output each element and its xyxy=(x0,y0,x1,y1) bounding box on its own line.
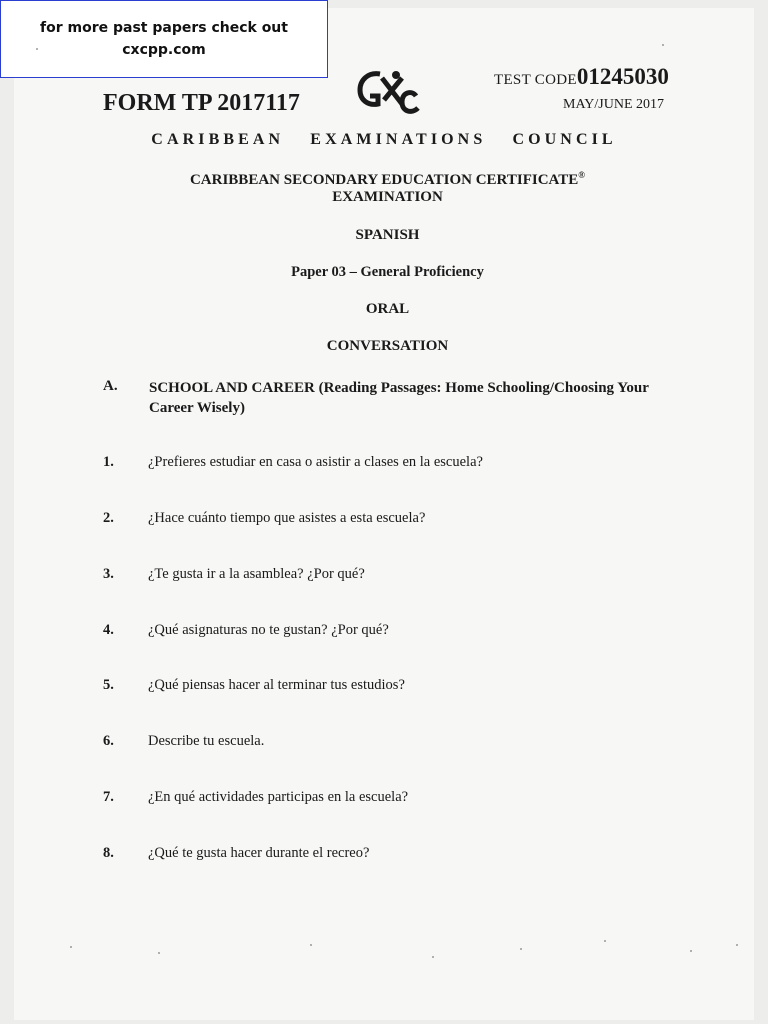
exam-session: MAY/JUNE 2017 xyxy=(563,97,664,112)
cxc-logo-icon xyxy=(356,66,420,116)
test-code-label: TEST CODE xyxy=(494,72,577,88)
banner-link[interactable]: cxcpp.com xyxy=(122,42,206,58)
question-number: 3. xyxy=(103,566,114,582)
question-number: 6. xyxy=(103,733,114,749)
question-text: ¿Prefieres estudiar en casa o asistir a clases en la escuela? xyxy=(148,454,483,470)
test-code-number: 01245030 xyxy=(576,64,669,89)
paper-title: Paper 03 – General Proficiency xyxy=(291,264,484,280)
subject-title: SPANISH xyxy=(355,227,420,243)
question-number: 1. xyxy=(103,454,114,470)
test-code xyxy=(494,64,669,90)
section-title: SCHOOL AND CAREER (Reading Passages: Home Schooling/Choosing Your Career Wisely) xyxy=(149,380,649,416)
past-papers-banner[interactable] xyxy=(0,0,328,78)
part-title: CONVERSATION xyxy=(326,338,449,354)
council-name: CARIBBEAN EXAMINATIONS COUNCIL xyxy=(151,131,617,148)
question-text: ¿Te gusta ir a la asamblea? ¿Por qué? xyxy=(148,566,365,582)
question-text: ¿Qué piensas hacer al terminar tus estudios? xyxy=(148,677,405,693)
question-number: 2. xyxy=(103,510,114,526)
certificate-title xyxy=(0,170,768,189)
component-title: ORAL xyxy=(365,301,410,317)
certificate-title-line1: CARIBBEAN SECONDARY EDUCATION CERTIFICATE xyxy=(189,172,579,188)
registered-mark: ® xyxy=(578,170,586,180)
banner-text: for more past papers check out xyxy=(40,20,288,36)
question-number: 5. xyxy=(103,677,114,693)
question-number: 8. xyxy=(103,845,114,861)
question-number: 4. xyxy=(103,622,114,638)
question-text: ¿Hace cuánto tiempo que asistes a esta escuela? xyxy=(148,510,426,526)
question-text: Describe tu escuela. xyxy=(148,733,265,749)
question-text: ¿Qué asignaturas no te gustan? ¿Por qué? xyxy=(148,622,389,638)
section-letter: A. xyxy=(103,378,118,394)
form-number: FORM TP 2017117 xyxy=(103,90,300,116)
question-number: 7. xyxy=(103,789,114,805)
question-text: ¿En qué actividades participas en la escuela? xyxy=(148,789,409,805)
certificate-title-line2: EXAMINATION xyxy=(332,189,443,205)
question-text: ¿Qué te gusta hacer durante el recreo? xyxy=(148,845,370,861)
